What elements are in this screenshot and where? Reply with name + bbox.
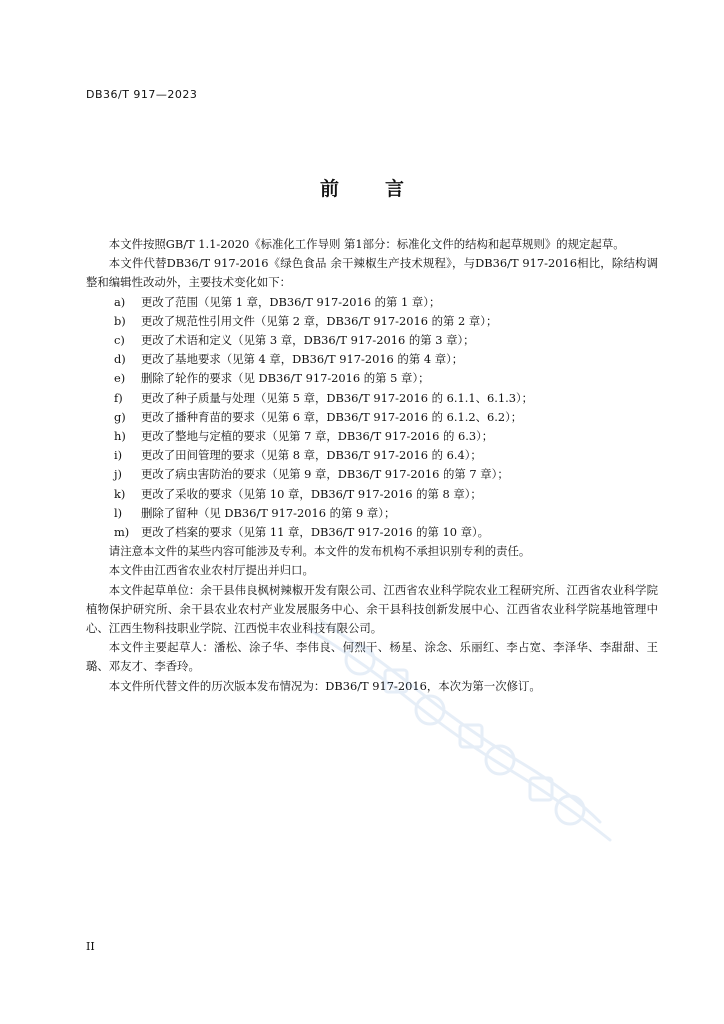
list-item xyxy=(86,312,658,331)
list-item-text: 更改了档案的要求（见第 11 章，DB36/T 917-2016 的第 10 章）。 xyxy=(141,525,490,540)
list-item-text: 更改了术语和定义（见第 3 章，DB36/T 917-2016 的第 3 章）； xyxy=(141,333,475,348)
list-item-label: h) xyxy=(114,429,126,444)
list-item-text: 更改了范围（见第 1 章，DB36/T 917-2016 的第 1 章）； xyxy=(141,294,441,309)
list-item xyxy=(86,369,658,388)
list-item-label: i) xyxy=(114,448,123,463)
list-item-label: g) xyxy=(114,409,126,424)
list-item xyxy=(86,293,658,312)
list-item-label: l) xyxy=(114,505,123,520)
list-item-text: 更改了播种育苗的要求（见第 6 章，DB36/T 917-2016 的 6.1.2、6.2）； xyxy=(141,409,523,424)
drafting-organizations: 本文件起草单位：余干县伟良枫树辣椒开发有限公司、江西省农业科学院农业工程研究所、江西省农业科学院植物保护研究所、余干县农业农村产业发展服务中心、余干县科技创新发展中心、江西省农业科学院基地管理中心、江西生物科技职业学院、江西悦丰农业科技有限公司。 xyxy=(86,582,658,636)
list-item xyxy=(86,504,658,523)
list-item-text: 更改了田间管理的要求（见第 8 章，DB36/T 917-2016 的 6.4）； xyxy=(141,448,482,463)
list-item xyxy=(86,523,658,542)
list-item-text: 更改了采收的要求（见第 10 章，DB36/T 917-2016 的第 8 章）； xyxy=(141,486,482,501)
list-item xyxy=(86,465,658,484)
list-item-label: m) xyxy=(114,525,130,540)
list-item xyxy=(86,427,658,446)
revision-history: 本文件所代替文件的历次版本发布情况为：DB36/T 917-2016，本次为第一次修订。 xyxy=(108,678,541,693)
drafters: 本文件主要起草人：潘松、涂子华、李伟良、何烈干、杨星、涂念、乐丽红、李占宽、李泽华、李甜甜、王璐、邓友才、李香玲。 xyxy=(86,640,658,674)
list-item xyxy=(86,408,658,427)
list-item-label: j) xyxy=(114,467,122,482)
list-item-text: 删除了轮作的要求（见 DB36/T 917-2016 的第 5 章）； xyxy=(141,371,430,386)
standard-code: DB36/T 917—2023 xyxy=(86,88,198,101)
patent-notice: 请注意本文件的某些内容可能涉及专利。本文件的发布机构不承担识别专利的责任。 xyxy=(108,544,531,559)
list-item-text: 更改了基地要求（见第 4 章，DB36/T 917-2016 的第 4 章）； xyxy=(141,352,464,367)
proposer-statement: 本文件由江西省农业农村厅提出并归口。 xyxy=(108,563,314,578)
list-item-text: 更改了规范性引用文件（见第 2 章，DB36/T 917-2016 的第 2 章）； xyxy=(141,313,498,328)
list-item-label: d) xyxy=(114,352,126,367)
list-item xyxy=(86,485,658,504)
foreword-body xyxy=(86,235,658,696)
list-item-label: e) xyxy=(114,371,126,386)
title-char-1: 前 xyxy=(319,178,339,200)
changes-list xyxy=(86,293,658,543)
list-item-text: 更改了种子质量与处理（见第 5 章，DB36/T 917-2016 的 6.1.1、6.1.3）； xyxy=(141,390,534,405)
list-item-label: c) xyxy=(114,333,125,348)
list-item xyxy=(86,350,658,369)
list-item xyxy=(86,389,658,408)
intro-paragraph: 本文件代替DB36/T 917-2016《绿色食品 余干辣椒生产技术规程》，与DB36/T 917-2016相比，除结构调整和编辑性改动外，主要技术变化如下： xyxy=(86,256,658,290)
list-item xyxy=(86,446,658,465)
intro-paragraph: 本文件按照GB/T 1.1-2020《标准化工作导则 第1部分：标准化文件的结构和起草规则》的规定起草。 xyxy=(108,237,625,251)
list-item-text: 更改了整地与定植的要求（见第 7 章，DB36/T 917-2016 的 6.3）； xyxy=(141,429,494,444)
list-item-label: f) xyxy=(114,390,123,405)
page-number: II xyxy=(86,940,95,953)
page-title xyxy=(0,174,724,201)
list-item-text: 删除了留种（见 DB36/T 917-2016 的第 9 章）； xyxy=(141,505,396,520)
list-item xyxy=(86,331,658,350)
list-item-label: k) xyxy=(114,486,126,501)
list-item-label: a) xyxy=(114,294,126,309)
title-char-2: 言 xyxy=(385,178,405,200)
list-item-text: 更改了病虫害防治的要求（见第 9 章，DB36/T 917-2016 的第 7 章）； xyxy=(141,467,509,482)
list-item-label: b) xyxy=(114,313,126,328)
